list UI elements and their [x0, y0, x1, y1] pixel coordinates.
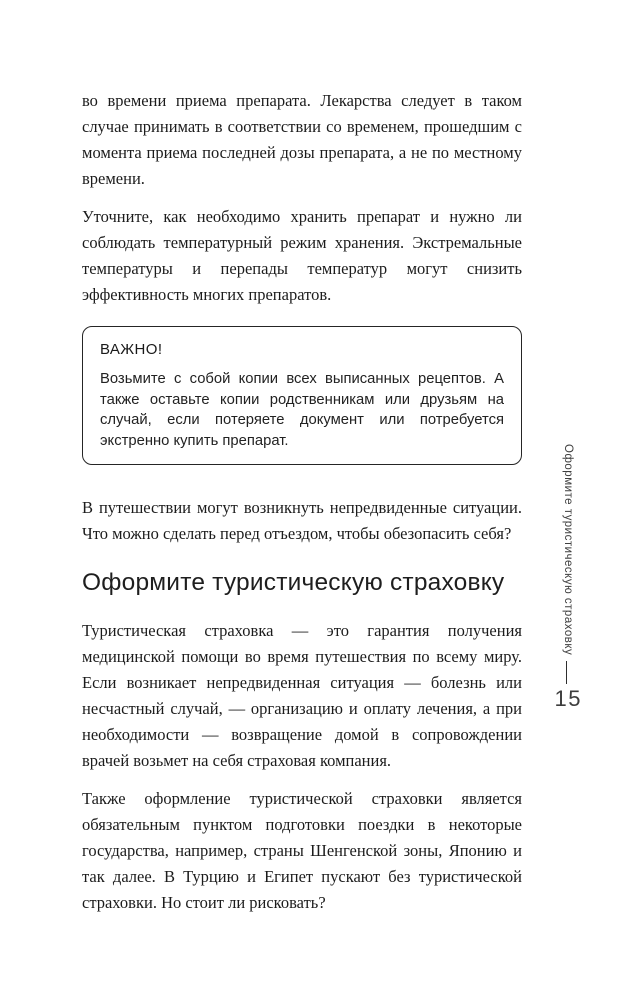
section-heading: Оформите туристическую страховку — [82, 569, 505, 596]
callout-body: Возьмите с собой копии всех выписанных рецептов. А также оставьте копии родственникам или друзьям на случай, если потеряете документ или потребуется экстренно купить препарат. — [100, 371, 504, 449]
paragraph: во времени приема препарата. Лекарства следует в таком случае принимать в соответствии со временем, прошедшим с момента приема последней дозы препарата, а не по местному времени. — [82, 91, 522, 188]
important-callout-box — [82, 326, 522, 465]
running-title-vertical: Оформите туристическую страховку — [562, 444, 574, 656]
paragraph: Туристическая страховка — это гарантия получения медицинской помощи во время путешествия по всему миру. Если возникает непредвиденная ситуация — болезнь или несчастный случай, — организацию и оплату лечения, а при необходимости — возвращение домой в сопровождении врачей возьмет на себя страховая компания. — [82, 621, 522, 770]
callout-title: ВАЖНО! — [100, 341, 163, 358]
page-number: 15 — [554, 686, 582, 711]
paragraph: В путешествии могут возникнуть непредвиденные ситуации. Что можно сделать перед отъездом, чтобы обезопасить себя? — [82, 498, 522, 543]
page-content — [82, 88, 522, 928]
paragraph: Уточните, как необходимо хранить препарат и нужно ли соблюдать температурный режим хранения. Экстремальные температуры и перепады температур могут снизить эффективность многих препаратов. — [82, 207, 522, 304]
paragraph: Также оформление туристической страховки является обязательным пунктом подготовки поездки в некоторые государства, например, страны Шенгенской зоны, Японию и так далее. В Турцию и Египет пускают без туристической страховки. Но стоит ли рисковать? — [82, 789, 522, 912]
page-number-separator — [566, 661, 568, 684]
